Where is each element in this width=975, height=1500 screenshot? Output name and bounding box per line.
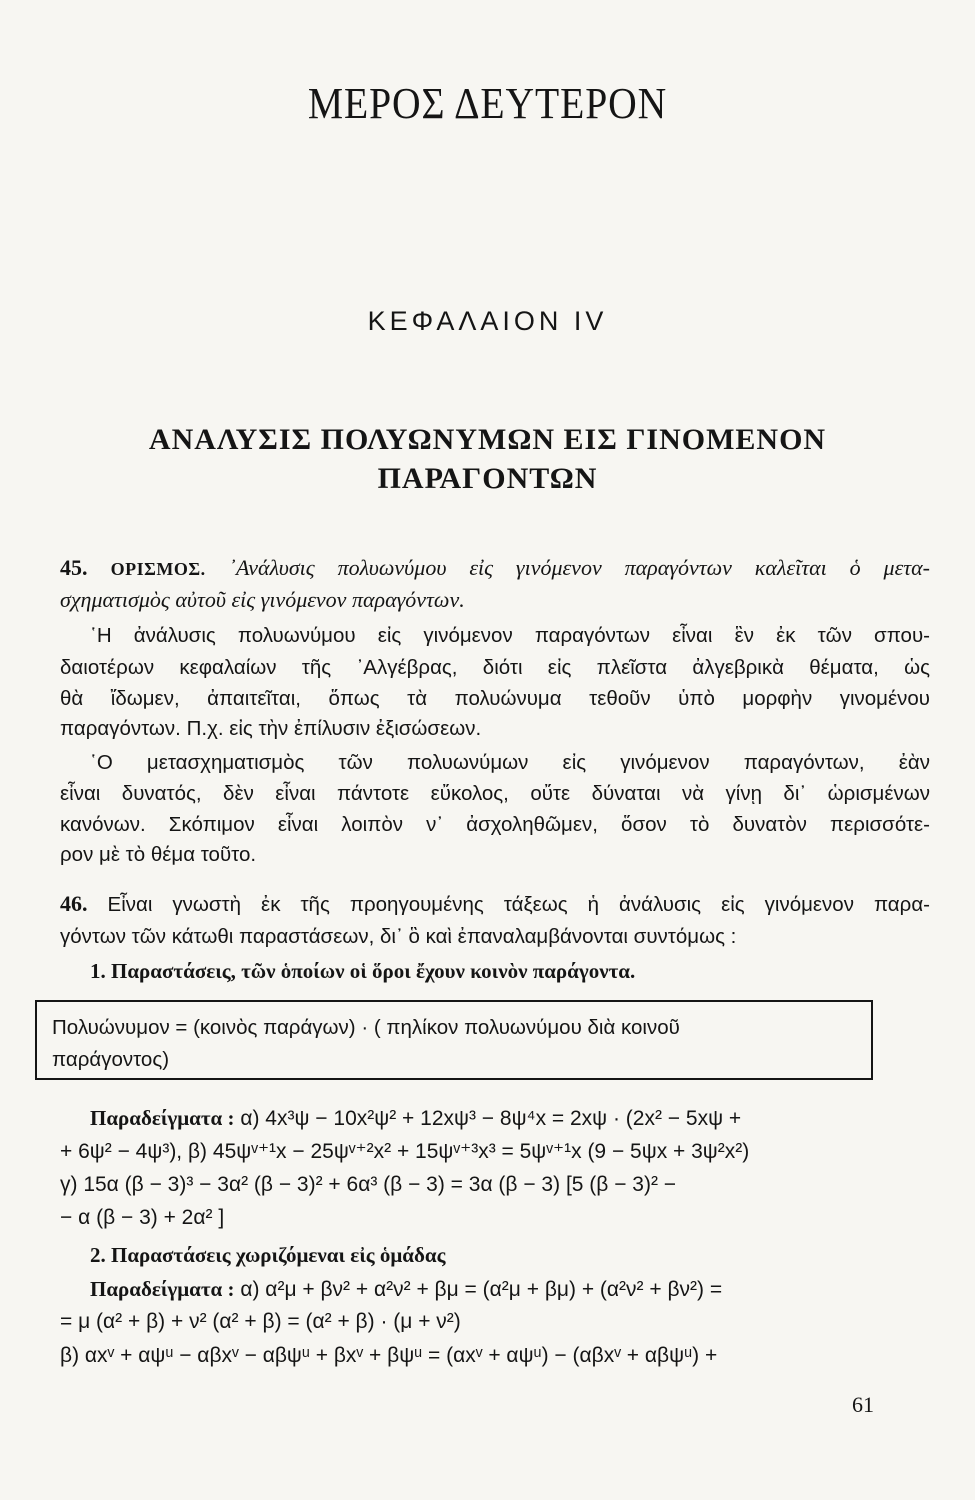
example-1-line-2: + 6ψ² − 4ψ³), β) 45ψᵛ⁺¹x − 25ψᵛ⁺²x² + 15ψᵛ⁺³x³ = 5ψᵛ⁺¹x (9 − 5ψx + 3ψ²x²) [60, 1140, 750, 1163]
paragraph-2-line: ρον μὲ τὸ θέμα τοῦτο. [60, 843, 257, 866]
section-45-number: 45. [60, 555, 88, 580]
paragraph-2-line: εἶναι δυνατός, δὲν εἶναι πάντοτε εὔκολος, οὔτε δύναται νὰ γίνῃ δι᾿ ὡρισμένων [60, 782, 930, 805]
section-46-text-1: Εἶναι γνωστὴ ἐκ τῆς προηγουμένης τάξεως ἡ ἀνάλυσις εἰς γινόμενον παρα- [107, 893, 930, 916]
chapter-heading-line-1: ΑΝΑΛΥΣΙΣ ΠΟΛΥΩΝΥΜΩΝ ΕΙΣ ΓΙΝΟΜΕΝΟΝ [148, 423, 827, 456]
example-2-line-1 [90, 1274, 875, 1305]
page-number: 61 [852, 1392, 874, 1417]
example-2-line-2: = μ (α² + β) + ν² (α² + β) = (α² + β) · (μ + ν²) [60, 1310, 461, 1333]
section-46-line-2: γόντων τῶν κάτωθι παραστάσεων, δι᾿ ὃ καὶ ἐπαναλαμβάνονται συντόμως : [60, 925, 737, 948]
part-title: ΜΕΡΟΣ ΔΕΥΤΕΡΟΝ [307, 79, 668, 128]
definition-text-1: ᾿Ανάλυσις πολυωνύμου εἰς γινόμενον παραγόντων καλεῖται ὁ μετα- [228, 555, 930, 580]
paragraph-1-line: θὰ ἴδωμεν, ἀπαιτεῖται, ὅπως τὰ πολυώνυμα τεθοῦν ὑπὸ μορφὴν γινομένου [60, 687, 930, 710]
subheading-1: 1. Παραστάσεις, τῶν ὁποίων οἱ ὅροι ἔχουν κοινὸν παράγοντα. [90, 959, 636, 983]
section-46-number: 46. [60, 891, 88, 916]
example-1-line-4: − α (β − 3) + 2α² ] [60, 1206, 225, 1229]
example-2-line-3: β) αxᵛ + αψᵘ − αβxᵛ − αβψᵘ + βxᵛ + βψᵘ = (αxᵛ + αψᵘ) − (αβxᵛ + αβψᵘ) + [60, 1344, 718, 1367]
paragraph-2-line: κανόνων. Σκόπιμον εἶναι λοιπὸν ν᾿ ἀσχοληθῶμεν, ὅσον τὸ δυνατὸν περισσότε- [60, 813, 930, 836]
paragraph-2-line: ῾Ο μετασχηματισμὸς τῶν πολυωνύμων εἰς γινόμενον παραγόντων, ἐὰν [90, 751, 930, 774]
examples-label: Παραδείγματα : [90, 1106, 235, 1130]
example-2-text-1: α) α²μ + βν² + α²ν² + βμ = (α²μ + βμ) + (α²ν² + βν²) = [240, 1278, 723, 1301]
definition-line-2 [60, 585, 930, 616]
definition-text-2: σχηματισμὸς αὐτοῦ εἰς γινόμενον παραγόντων. [60, 587, 465, 612]
example-1-text-1: α) 4x³ψ − 10x²ψ² + 12xψ³ − 8ψ⁴x = 2xψ · (2x² − 5xψ + [240, 1107, 742, 1130]
paragraph-1-line: δαιοτέρων κεφαλαίων τῆς ᾿Αλγέβρας, διότι εἰς πλεῖστα ἀλγεβρικὰ θέματα, ὡς [60, 656, 930, 679]
paragraph-1-line: ῾Η ἀνάλυσις πολυωνύμου εἰς γινόμενον παραγόντων εἶναι ἓν ἐκ τῶν σπου- [90, 624, 930, 647]
definition-line-1 [60, 553, 930, 584]
paragraph-1-line: παραγόντων. Π.χ. εἰς τὴν ἐπίλυσιν ἐξισώσεων. [60, 717, 482, 740]
subheading-2: 2. Παραστάσεις χωριζόμεναι εἰς ὁμάδας [90, 1243, 446, 1267]
rule-box-line-1: Πολυώνυμον = (κοινὸς παράγων) · ( πηλίκον πολυωνύμου διὰ κοινοῦ [52, 1016, 680, 1039]
section-46-line-1 [60, 889, 930, 920]
rule-box-line-2: παράγοντος) [52, 1048, 170, 1071]
chapter-heading-line-2: ΠΑΡΑΓΟΝΤΩΝ [377, 462, 598, 495]
examples-label-2: Παραδείγματα : [90, 1277, 235, 1301]
example-1-line-1 [90, 1103, 875, 1134]
example-1-line-3: γ) 15α (β − 3)³ − 3α² (β − 3)² + 6α³ (β − 3) = 3α (β − 3) [5 (β − 3)² − [60, 1173, 677, 1196]
section-45-title: ΟΡΙΣΜΟΣ. [110, 559, 206, 579]
chapter-title: ΚΕΦΑΛΑΙΟΝ IV [367, 306, 608, 336]
